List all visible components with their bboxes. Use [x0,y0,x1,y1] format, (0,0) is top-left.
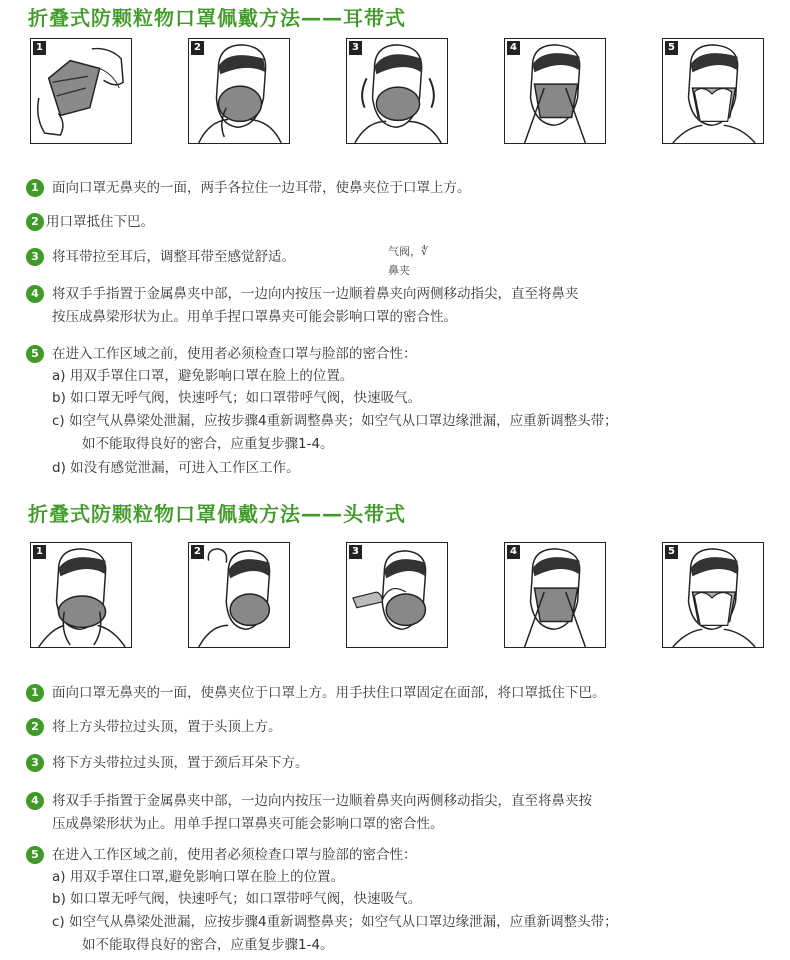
step-text: 将上方头带拉过头顶，置于头顶上方。 [52,719,282,735]
mask-folded-illustration [31,39,131,143]
step-number-badge: 1 [26,179,44,197]
nose-clip-press-illustration [505,39,605,143]
step-text: 用口罩抵住下巴。 [46,214,154,230]
stray-overlay-text: 气阀，∜ [388,245,429,258]
panel-number: 5 [665,545,678,559]
mask-on-chin-illustration [31,543,131,647]
panel-number: 1 [33,545,46,559]
step-number-badge: 5 [26,846,44,864]
sub-step: c) 如空气从鼻梁处泄漏，应按步骤4重新调整鼻夹；如空气从口罩边缘泄漏，应重新调整头带； [52,413,618,429]
sub-step: c) 如空气从鼻梁处泄漏，应按步骤4重新调整鼻夹；如空气从口罩边缘泄漏，应重新调整头带； [52,914,618,930]
man-holding-mask-illustration [189,39,289,143]
illustration-row-head-band [0,542,790,654]
sub-step-continued: 如不能取得良好的密合，应重复步骤1-4。 [82,937,334,953]
lower-strap-behind-neck-illustration [347,543,447,647]
illustration-panel [662,542,764,648]
step-text: 将下方头带拉过头顶，置于颈后耳朵下方。 [52,755,309,771]
step-text: 面向口罩无鼻夹的一面，使鼻夹位于口罩上方。用手扶住口罩固定在面部，将口罩抵住下巴。 [52,685,606,701]
sub-step-continued: 如不能取得良好的密合，应重复步骤1-4。 [82,436,334,452]
sub-step: b) 如口罩无呼气阀，快速呼气；如口罩带呼气阀，快速吸气。 [52,390,422,406]
panel-number: 3 [349,545,362,559]
illustration-row-ear-loop [0,38,790,150]
ear-loop-pulling-illustration [347,39,447,143]
illustration-panel [662,38,764,144]
panel-number: 1 [33,41,46,55]
sub-step: a) 用双手罩住口罩,避免影响口罩在脸上的位置。 [52,869,345,885]
step-text: 将双手手指置于金属鼻夹中部，一边向内按压一边顺着鼻夹向两侧移动指尖，直至将鼻夹按 [52,793,592,809]
step-text-continued: 压成鼻梁形状为止。用单手捏口罩鼻夹可能会影响口罩的密合性。 [52,816,444,832]
illustration-panel [188,38,290,144]
panel-number: 2 [191,545,204,559]
illustration-panel [504,38,606,144]
illustration-panel [30,38,132,144]
panel-number: 4 [507,545,520,559]
illustration-panel [30,542,132,648]
panel-number: 5 [665,41,678,55]
step-text: 将双手手指置于金属鼻夹中部，一边向内按压一边顺着鼻夹向两侧移动指尖，直至将鼻夹 [52,286,579,302]
step-number-badge: 4 [26,285,44,303]
step-number-badge: 2 [26,718,44,736]
illustration-panel [504,542,606,648]
illustration-panel [346,38,448,144]
nose-clip-press-illustration [505,543,605,647]
step-number-badge: 3 [26,754,44,772]
sub-step: b) 如口罩无呼气阀，快速呼气；如口罩带呼气阀，快速吸气。 [52,891,422,907]
step-number-badge: 2 [26,213,44,231]
seal-check-illustration [663,543,763,647]
illustration-panel [188,542,290,648]
step-text: 在进入工作区域之前，使用者必须检查口罩与脸部的密合性： [52,346,417,362]
step-number-badge: 4 [26,792,44,810]
step-text-continued: 按压成鼻梁形状为止。用单手捏口罩鼻夹可能会影响口罩的密合性。 [52,309,457,325]
panel-number: 2 [191,41,204,55]
step-number-badge: 3 [26,248,44,266]
stray-overlay-text-clipped: 鼻夹 [388,264,410,277]
panel-number: 3 [349,41,362,55]
sub-step: d) 如没有感觉泄漏，可进入工作区工作。 [52,460,300,476]
seal-check-illustration [663,39,763,143]
step-number-badge: 1 [26,684,44,702]
sub-step: a) 用双手罩住口罩，避免影响口罩在脸上的位置。 [52,368,354,384]
upper-strap-over-head-illustration [189,543,289,647]
step-number-badge: 5 [26,345,44,363]
section-title-head-band: 折叠式防颗粒物口罩佩戴方法——头带式 [28,502,406,526]
step-text: 面向口罩无鼻夹的一面，两手各拉住一边耳带，使鼻夹位于口罩上方。 [52,180,471,196]
illustration-panel [346,542,448,648]
section-title-ear-loop: 折叠式防颗粒物口罩佩戴方法——耳带式 [28,6,406,30]
step-text: 在进入工作区域之前，使用者必须检查口罩与脸部的密合性： [52,847,417,863]
step-text: 将耳带拉至耳后，调整耳带至感觉舒适。 [52,249,295,265]
panel-number: 4 [507,41,520,55]
